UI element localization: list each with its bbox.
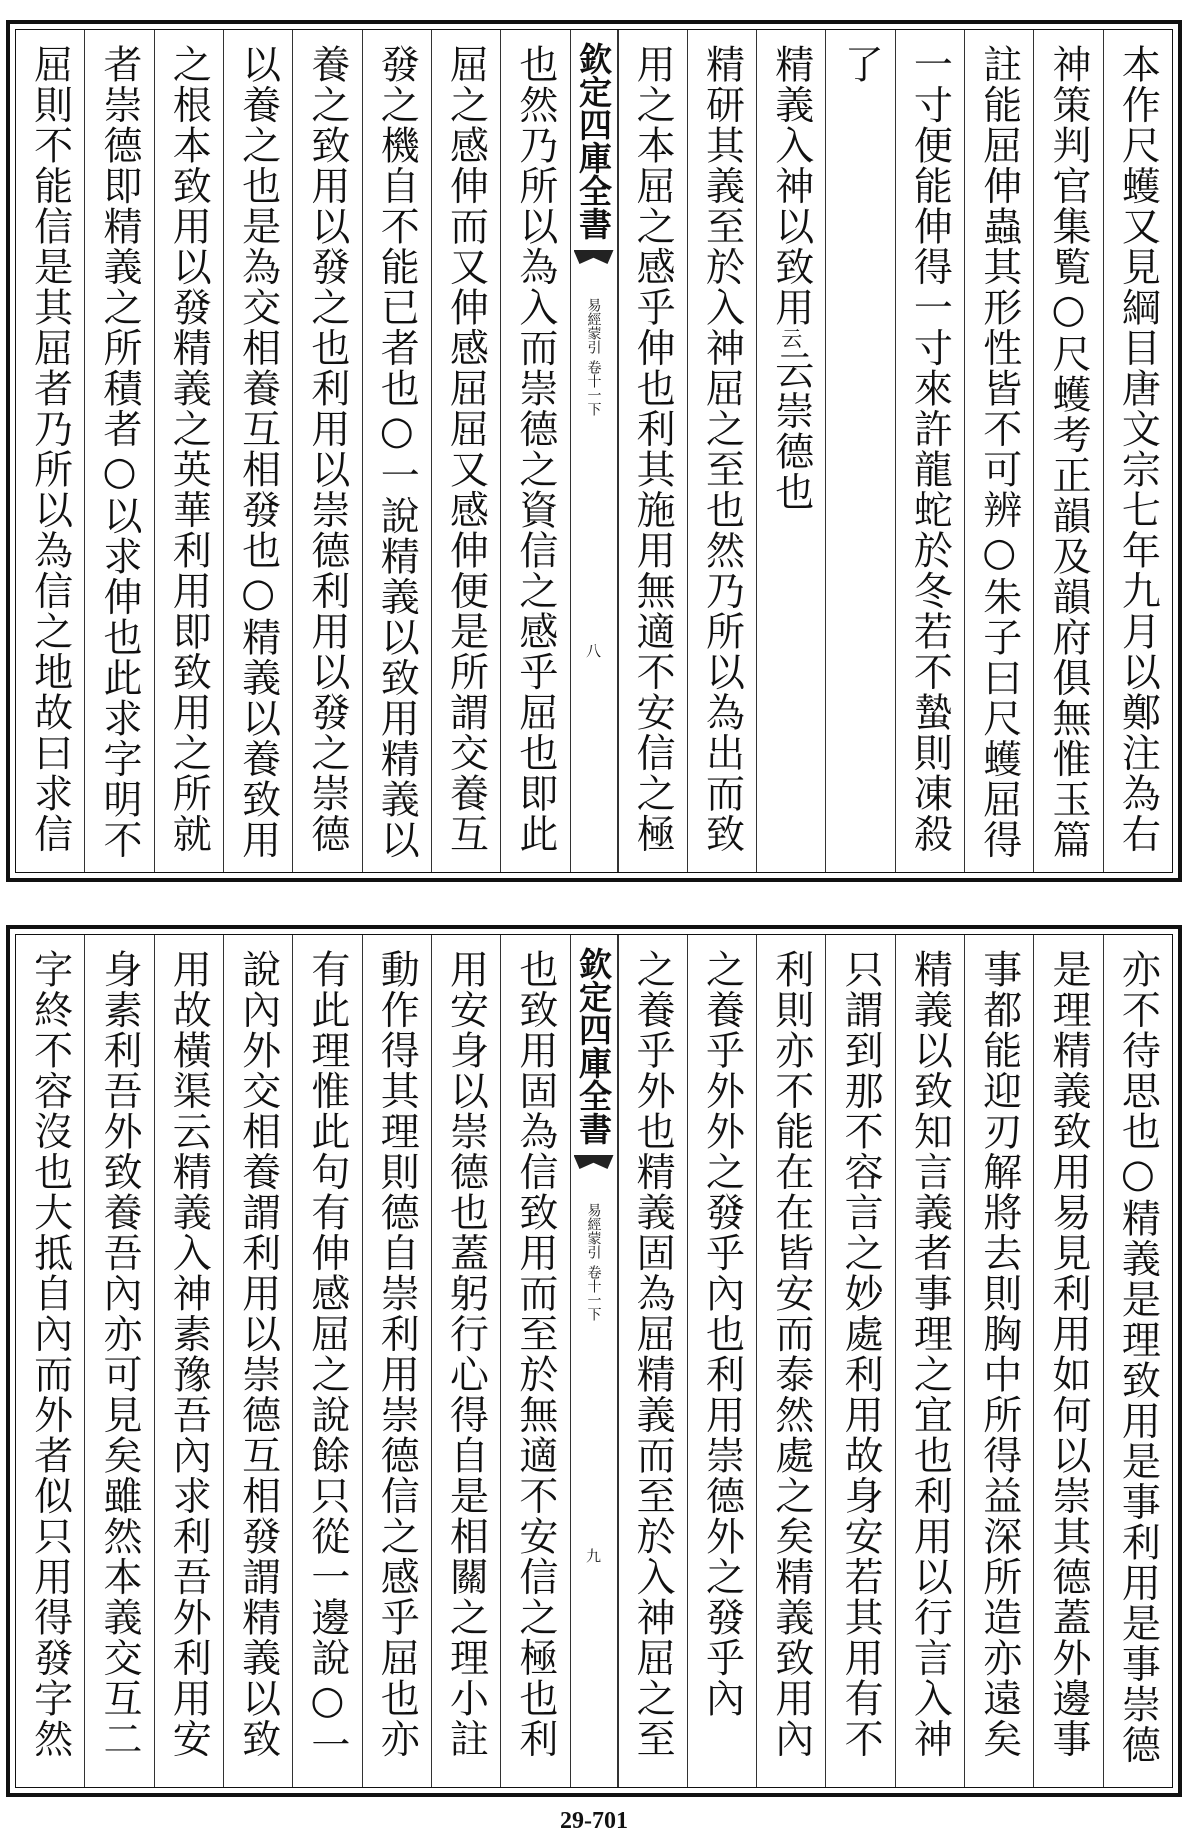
folio-number: 九 [585, 1547, 601, 1565]
folio-number: 八 [585, 642, 601, 660]
text-column: 說內外交相養謂利用以崇德互相發謂精義以致 [223, 935, 292, 1787]
banner-title: 欽定四庫全書 [574, 42, 613, 240]
text-column: 以養之也是為交相養互相發也○精義以養致用 [223, 30, 292, 872]
text-column: 動作得其理則德自崇利用崇德信之感乎屈也亦 [362, 935, 431, 1787]
text-column: 屈之感伸而又伸感屈屈又感伸便是所謂交養互 [431, 30, 500, 872]
top-page-frame [15, 29, 1173, 873]
center-banner [570, 935, 618, 1787]
text-column: 字終不容沒也大抵自內而外者似只用得發字然 [27, 949, 73, 1759]
banner-title: 欽定四庫全書 [574, 947, 613, 1145]
text-column: 註能屈伸蟲其形性皆不可辨○朱子曰尺蠖屈得 [964, 30, 1033, 872]
heading-column [756, 30, 825, 872]
page-number-footer: 29-701 [560, 1808, 628, 1834]
section-heading: 精義入神以致用云云崇德也 [768, 44, 814, 512]
text-column: 本作尺蠖又見綱目唐文宗七年九月以鄭注為右 [1103, 30, 1172, 872]
center-banner [570, 30, 618, 872]
text-column: 之養乎外也精義固為屈精義而至於入神屈之至 [618, 935, 687, 1787]
text-column: 身素利吾外致養吾內亦可見矣雖然本義交互二 [84, 935, 153, 1787]
text-column: 用安身以崇德也蓋躬行心得自是相關之理小註 [431, 935, 500, 1787]
text-column: 用故橫渠云精義入神素豫吾內求利吾外利用安 [154, 935, 223, 1787]
text-column: 亦不待思也○精義是理致用是事利用是事崇德 [1103, 935, 1172, 1787]
text-column: 一寸便能伸得一寸來許龍蛇於冬若不蟄則凍殺 [895, 30, 964, 872]
text-column: 精研其義至於入神屈之至也然乃所以為出而致 [687, 30, 756, 872]
fish-tail-mark-icon [574, 250, 614, 264]
bottom-page [6, 925, 1182, 1797]
text-column: 是理精義致用易見利用如何以崇其德蓋外邊事 [1033, 935, 1102, 1787]
text-column: 有此理惟此句有伸感屈之說餘只從一邊說○一 [292, 935, 361, 1787]
banner-volume: 卷十一下 [585, 360, 602, 416]
text-column: 養之致用以發之也利用以崇德利用以發之崇德 [292, 30, 361, 872]
text-column: 只謂到那不容言之妙處利用故身安若其用有不 [825, 935, 894, 1787]
text-column: 用之本屈之感乎伸也利其施用無適不安信之極 [618, 30, 687, 872]
banner-source: 易經蒙引 [585, 298, 602, 354]
text-column: 之養乎外外之發乎內也利用崇德外之發乎內 [687, 935, 756, 1787]
banner-volume: 卷十一下 [585, 1265, 602, 1321]
banner-source: 易經蒙引 [585, 1203, 602, 1259]
top-page [6, 20, 1182, 882]
text-column: 屈則不能信是其屈者乃所以為信之地故曰求信 [27, 44, 73, 854]
text-column: 神策判官集覧○尺蠖考正韻及韻府俱無惟玉篇 [1033, 30, 1102, 872]
bottom-page-frame [15, 934, 1173, 1788]
text-column: 精義以致知言義者事理之宜也利用以行言入神 [895, 935, 964, 1787]
text-column: 了 [825, 30, 894, 872]
heading-small-note: 云 [778, 327, 803, 350]
text-column: 利則亦不能在在皆安而泰然處之矣精義致用內 [756, 935, 825, 1787]
text-column: 事都能迎刃解將去則胸中所得益深所造亦遠矣 [964, 935, 1033, 1787]
text-column: 者崇德即精義之所積者○以求伸也此求字明不 [84, 30, 153, 872]
fish-tail-mark-icon [574, 1155, 614, 1169]
text-column: 也然乃所以為入而崇德之資信之感乎屈也即此 [500, 30, 569, 872]
text-column: 發之機自不能已者也○一說精義以致用精義以 [362, 30, 431, 872]
text-column: 之根本致用以發精義之英華利用即致用之所就 [154, 30, 223, 872]
text-column: 也致用固為信致用而至於無適不安信之極也利 [500, 935, 569, 1787]
